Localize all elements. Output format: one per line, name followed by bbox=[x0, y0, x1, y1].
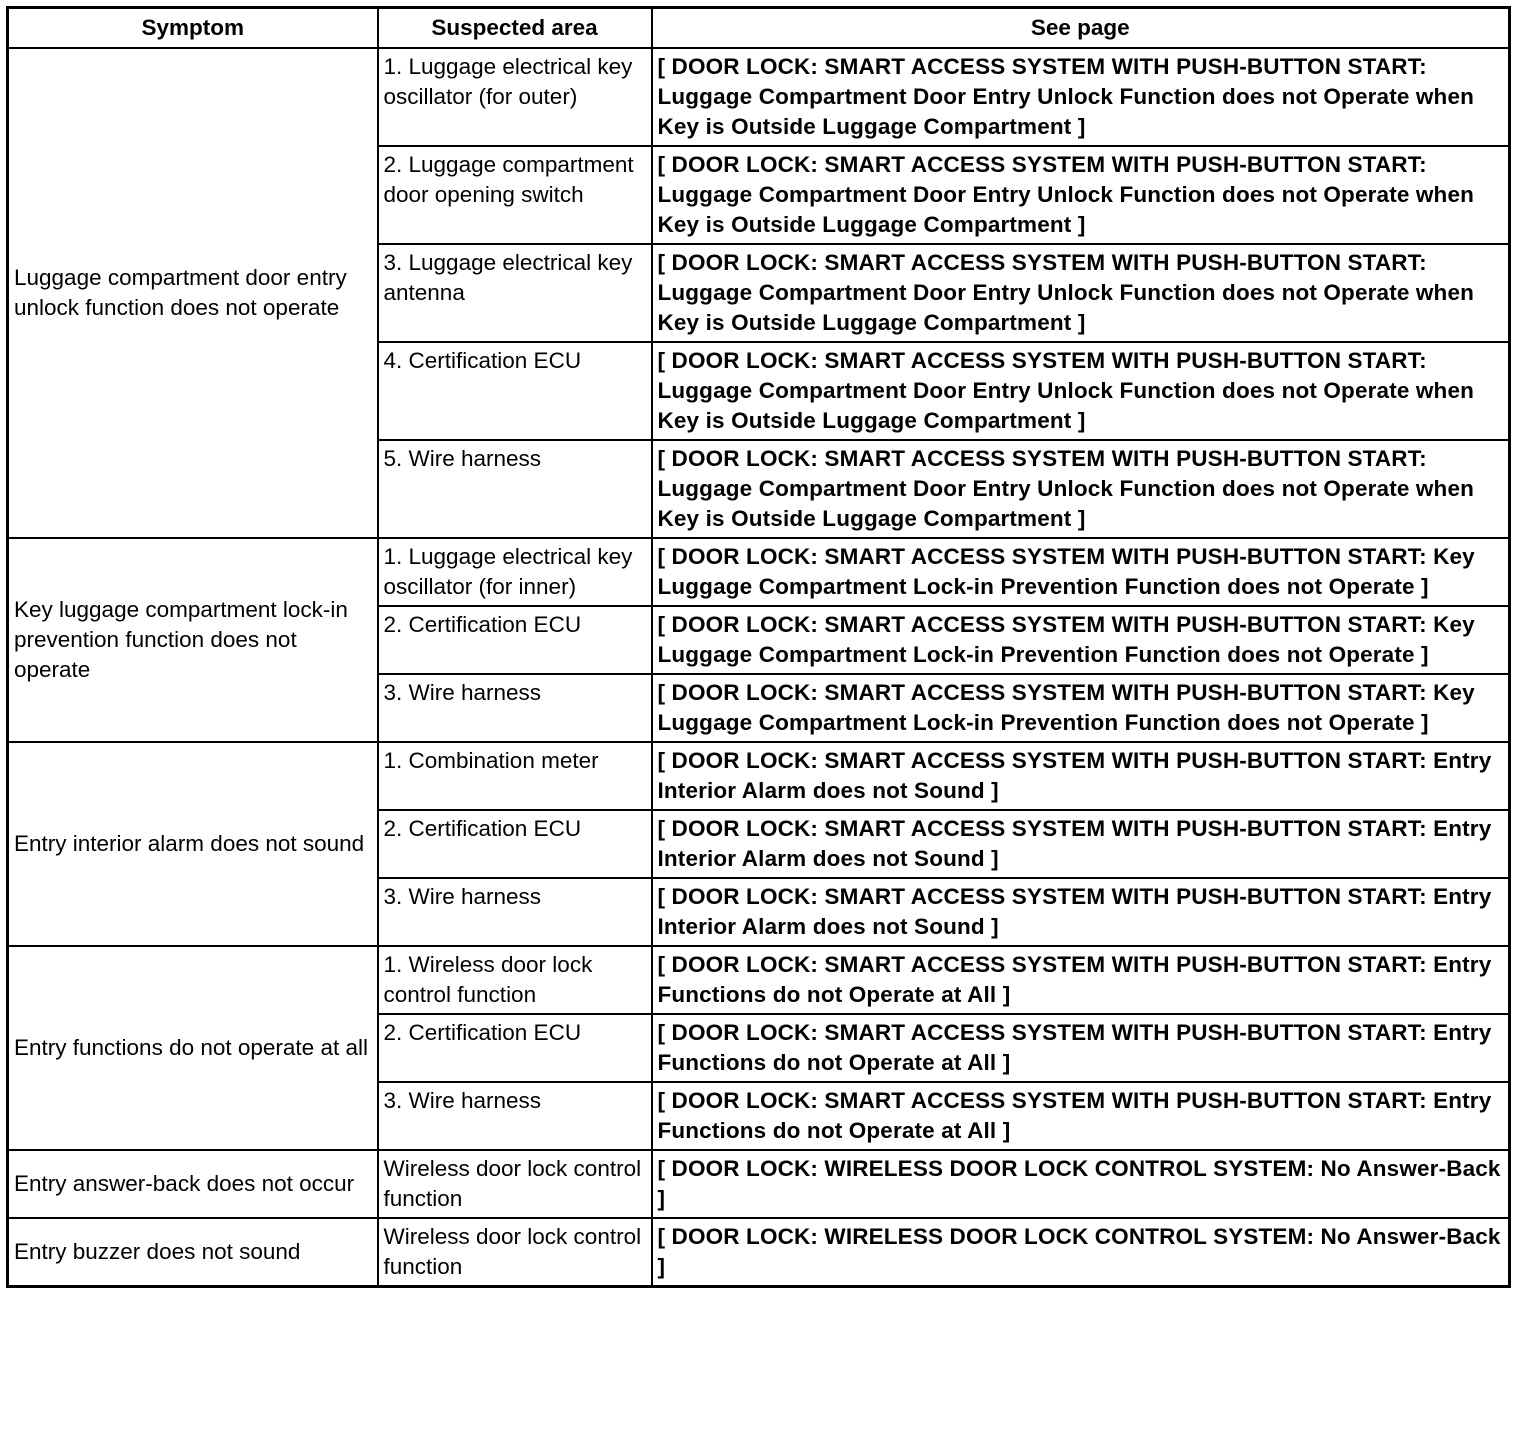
suspected-area-cell: 2. Certification ECU bbox=[378, 1014, 652, 1082]
see-page-link[interactable]: [ DOOR LOCK: SMART ACCESS SYSTEM WITH PUSH-BUTTON START: Entry Interior Alarm does not Sound ] bbox=[652, 742, 1510, 810]
suspected-area-cell: 1. Luggage electrical key oscillator (for outer) bbox=[378, 48, 652, 146]
suspected-area-cell: 2. Luggage compartment door opening switch bbox=[378, 146, 652, 244]
see-page-link[interactable]: [ DOOR LOCK: SMART ACCESS SYSTEM WITH PUSH-BUTTON START: Entry Functions do not Operate at All ] bbox=[652, 1082, 1510, 1150]
symptom-cell: Entry answer-back does not occur bbox=[8, 1150, 378, 1218]
symptom-cell: Key luggage compartment lock-in prevention function does not operate bbox=[8, 538, 378, 742]
see-page-link[interactable]: [ DOOR LOCK: SMART ACCESS SYSTEM WITH PUSH-BUTTON START: Luggage Compartment Door Entry Unlock Function does not Operate when Key is Outside Luggage Compartment ] bbox=[652, 48, 1510, 146]
see-page-link[interactable]: [ DOOR LOCK: SMART ACCESS SYSTEM WITH PUSH-BUTTON START: Key Luggage Compartment Lock-in Prevention Function does not Operate ] bbox=[652, 674, 1510, 742]
see-page-link[interactable]: [ DOOR LOCK: SMART ACCESS SYSTEM WITH PUSH-BUTTON START: Luggage Compartment Door Entry Unlock Function does not Operate when Key is Outside Luggage Compartment ] bbox=[652, 342, 1510, 440]
header-row bbox=[8, 8, 1510, 49]
see-page-link[interactable]: [ DOOR LOCK: WIRELESS DOOR LOCK CONTROL SYSTEM: No Answer-Back ] bbox=[652, 1150, 1510, 1218]
suspected-area-cell: 2. Certification ECU bbox=[378, 810, 652, 878]
see-page-link[interactable]: [ DOOR LOCK: SMART ACCESS SYSTEM WITH PUSH-BUTTON START: Entry Interior Alarm does not Sound ] bbox=[652, 810, 1510, 878]
table-row bbox=[8, 1150, 1510, 1218]
see-page-link[interactable]: [ DOOR LOCK: SMART ACCESS SYSTEM WITH PUSH-BUTTON START: Luggage Compartment Door Entry Unlock Function does not Operate when Key is Outside Luggage Compartment ] bbox=[652, 440, 1510, 538]
see-page-link[interactable]: [ DOOR LOCK: SMART ACCESS SYSTEM WITH PUSH-BUTTON START: Entry Interior Alarm does not Sound ] bbox=[652, 878, 1510, 946]
see-page-link[interactable]: [ DOOR LOCK: SMART ACCESS SYSTEM WITH PUSH-BUTTON START: Luggage Compartment Door Entry Unlock Function does not Operate when Key is Outside Luggage Compartment ] bbox=[652, 146, 1510, 244]
suspected-area-cell: Wireless door lock control function bbox=[378, 1218, 652, 1287]
table-row bbox=[8, 946, 1510, 1014]
table-row bbox=[8, 742, 1510, 810]
table-row bbox=[8, 538, 1510, 606]
header-symptom: Symptom bbox=[8, 8, 378, 49]
suspected-area-cell: 3. Wire harness bbox=[378, 674, 652, 742]
troubleshooting-table bbox=[6, 6, 1511, 1288]
symptom-cell: Entry functions do not operate at all bbox=[8, 946, 378, 1150]
see-page-link[interactable]: [ DOOR LOCK: WIRELESS DOOR LOCK CONTROL SYSTEM: No Answer-Back ] bbox=[652, 1218, 1510, 1287]
header-see-page: See page bbox=[652, 8, 1510, 49]
see-page-link[interactable]: [ DOOR LOCK: SMART ACCESS SYSTEM WITH PUSH-BUTTON START: Key Luggage Compartment Lock-in Prevention Function does not Operate ] bbox=[652, 606, 1510, 674]
suspected-area-cell: 3. Luggage electrical key antenna bbox=[378, 244, 652, 342]
suspected-area-cell: 1. Luggage electrical key oscillator (for inner) bbox=[378, 538, 652, 606]
suspected-area-cell: 3. Wire harness bbox=[378, 878, 652, 946]
see-page-link[interactable]: [ DOOR LOCK: SMART ACCESS SYSTEM WITH PUSH-BUTTON START: Luggage Compartment Door Entry Unlock Function does not Operate when Key is Outside Luggage Compartment ] bbox=[652, 244, 1510, 342]
symptom-cell: Entry interior alarm does not sound bbox=[8, 742, 378, 946]
table-row bbox=[8, 48, 1510, 146]
see-page-link[interactable]: [ DOOR LOCK: SMART ACCESS SYSTEM WITH PUSH-BUTTON START: Key Luggage Compartment Lock-in Prevention Function does not Operate ] bbox=[652, 538, 1510, 606]
symptom-cell: Luggage compartment door entry unlock function does not operate bbox=[8, 48, 378, 538]
table-body bbox=[8, 48, 1510, 1287]
suspected-area-cell: 4. Certification ECU bbox=[378, 342, 652, 440]
suspected-area-cell: 5. Wire harness bbox=[378, 440, 652, 538]
suspected-area-cell: 3. Wire harness bbox=[378, 1082, 652, 1150]
table-row bbox=[8, 1218, 1510, 1287]
suspected-area-cell: 2. Certification ECU bbox=[378, 606, 652, 674]
see-page-link[interactable]: [ DOOR LOCK: SMART ACCESS SYSTEM WITH PUSH-BUTTON START: Entry Functions do not Operate at All ] bbox=[652, 1014, 1510, 1082]
suspected-area-cell: 1. Wireless door lock control function bbox=[378, 946, 652, 1014]
see-page-link[interactable]: [ DOOR LOCK: SMART ACCESS SYSTEM WITH PUSH-BUTTON START: Entry Functions do not Operate at All ] bbox=[652, 946, 1510, 1014]
suspected-area-cell: Wireless door lock control function bbox=[378, 1150, 652, 1218]
suspected-area-cell: 1. Combination meter bbox=[378, 742, 652, 810]
symptom-cell: Entry buzzer does not sound bbox=[8, 1218, 378, 1287]
header-suspected-area: Suspected area bbox=[378, 8, 652, 49]
